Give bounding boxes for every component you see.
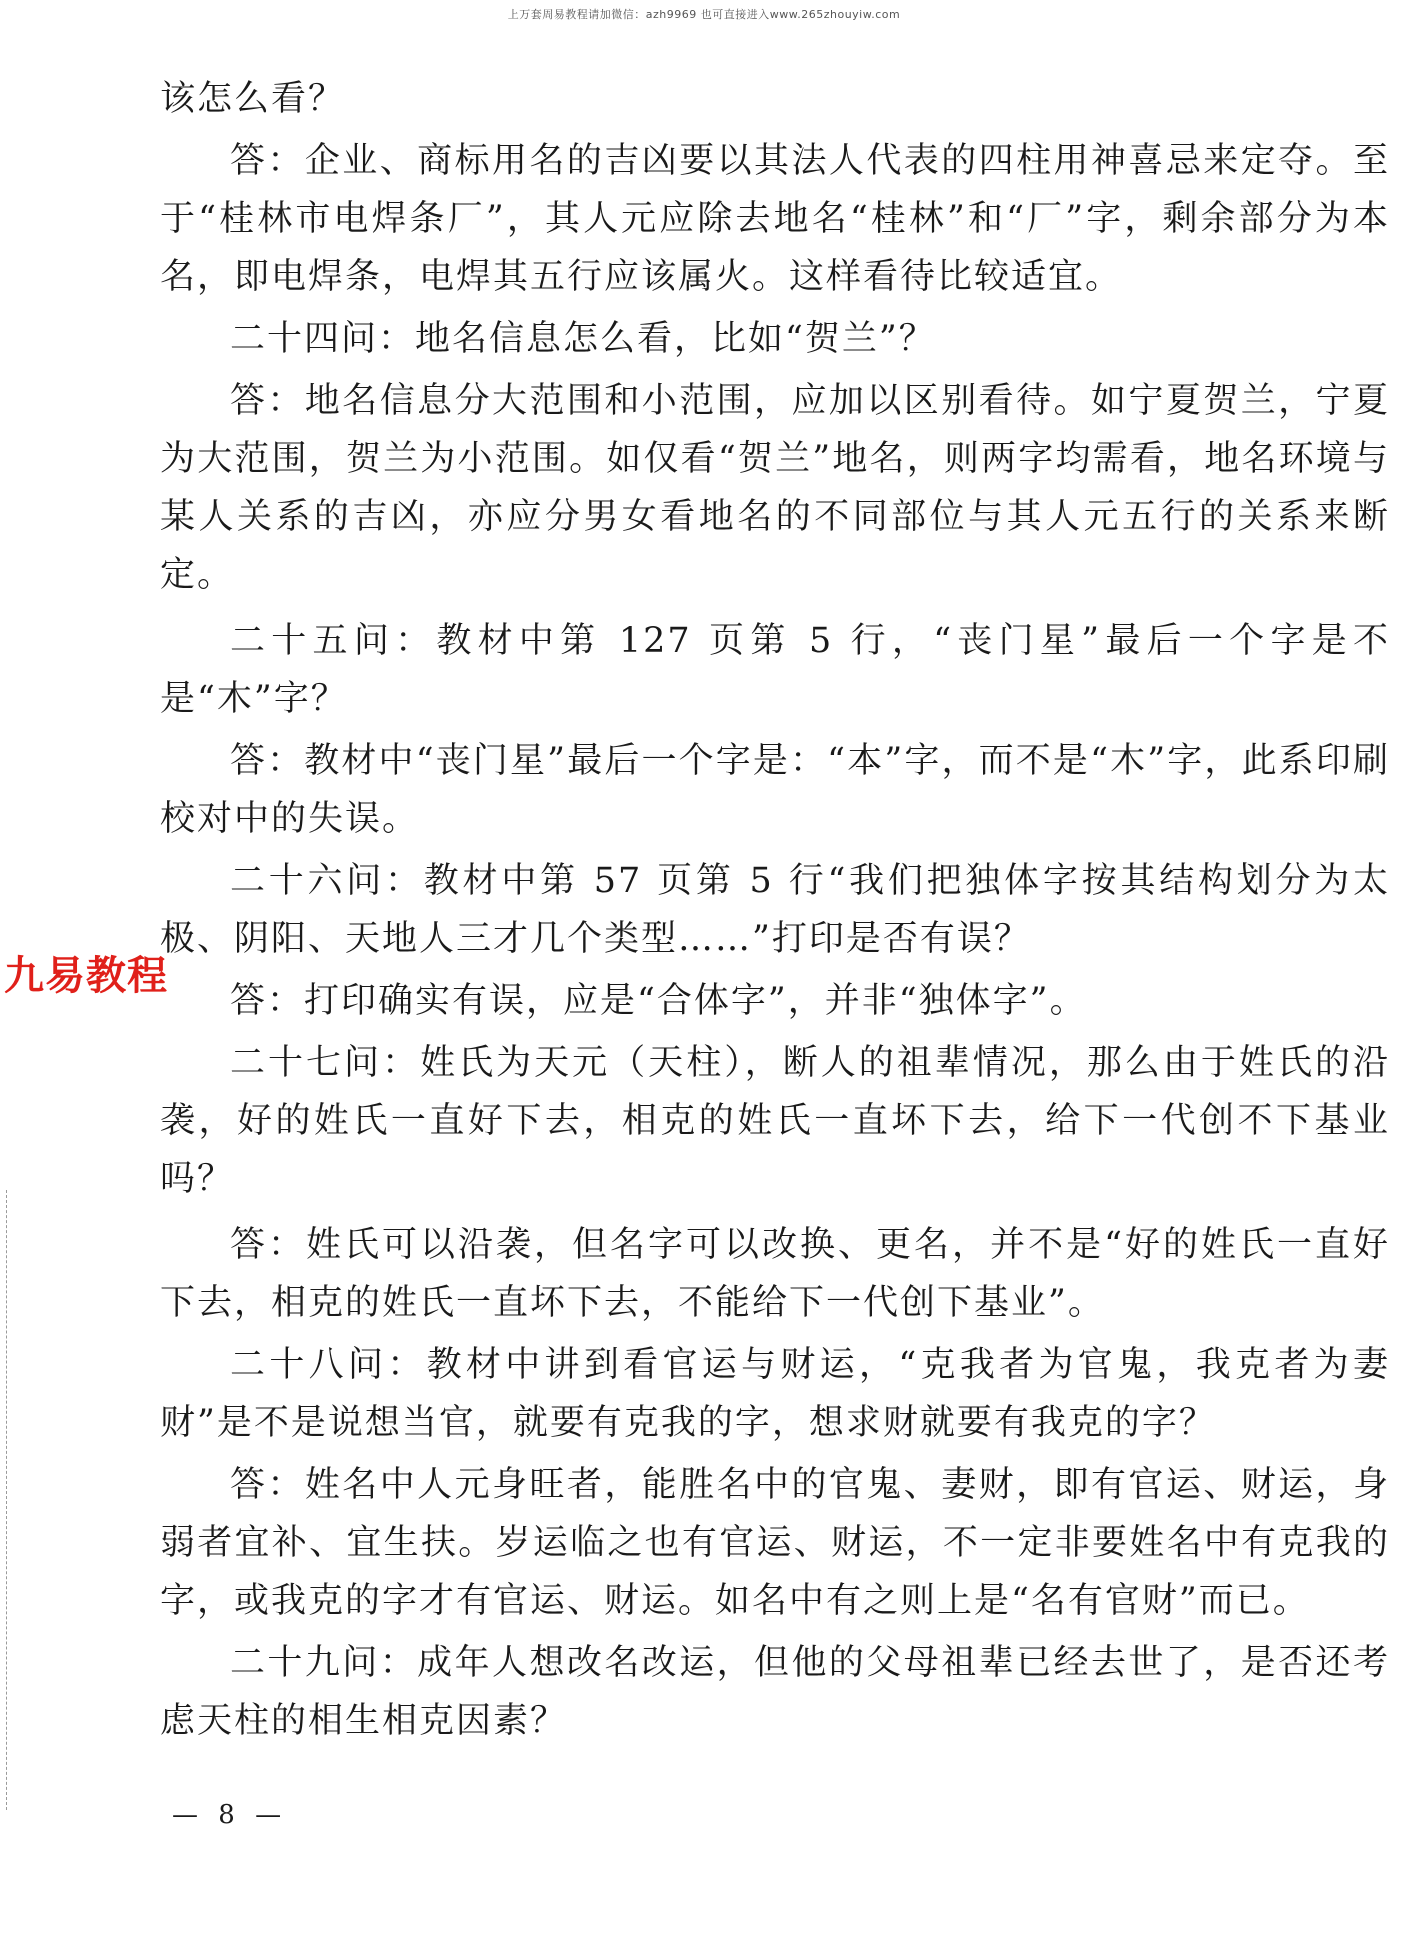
watermark-logo: 九易教程 [4, 953, 168, 999]
question-25: 二十五问：教材中第 127 页第 5 行，“丧门星”最后一个字是不是“木”字？ [160, 621, 1390, 719]
answer-26: 答：打印确实有误，应是“合体字”，并非“独体字”。 [230, 981, 1087, 1021]
page-number: — 8 — [172, 1800, 288, 1830]
answer-27: 答：姓氏可以沿袭，但名字可以改换、更名，并不是“好的姓氏一直好下去，相克的姓氏一直坏下去，不能给下一代创下基业”。 [160, 1225, 1390, 1323]
binding-line [6, 1190, 7, 1810]
page-body [160, 70, 1390, 1754]
question-24: 二十四问：地名信息怎么看，比如“贺兰”？ [230, 319, 936, 359]
paragraph-continuation: 该怎么看？ [160, 79, 346, 119]
answer-28: 答：姓名中人元身旺者，能胜名中的官鬼、妻财，即有官运、财运，身弱者宜补、宜生扶。岁运临之也有官运、财运，不一定非要姓名中有克我的字，或我克的字才有官运、财运。如名中有之则上是“名有官财”而已。 [160, 1465, 1390, 1621]
answer-24: 答：地名信息分大范围和小范围，应加以区别看待。如宁夏贺兰，宁夏为大范围，贺兰为小范围。如仅看“贺兰”地名，则两字均需看，地名环境与某人关系的吉凶，亦应分男女看地名的不同部位与其人元五行的关系来断定。 [160, 381, 1390, 595]
answer-25: 答：教材中“丧门星”最后一个字是：“本”字，而不是“木”字，此系印刷校对中的失误。 [160, 741, 1390, 839]
question-26: 二十六问：教材中第 57 页第 5 行“我们把独体字按其结构划分为太极、阴阳、天地人三才几个类型……”打印是否有误？ [160, 861, 1390, 959]
question-29: 二十九问：成年人想改名改运，但他的父母祖辈已经去世了，是否还考虑天柱的相生相克因素？ [160, 1643, 1390, 1741]
question-27: 二十七问：姓氏为天元（天柱），断人的祖辈情况，那么由于姓氏的沿袭，好的姓氏一直好下去，相克的姓氏一直坏下去，给下一代创不下基业吗？ [160, 1043, 1390, 1199]
answer-23: 答：企业、商标用名的吉凶要以其法人代表的四柱用神喜忌来定夺。至于“桂林市电焊条厂”，其人元应除去地名“桂林”和“厂”字，剩余部分为本名，即电焊条，电焊其五行应该属火。这样看待比较适宜。 [160, 141, 1390, 297]
header-note: 上万套周易教程请加微信：azh9969 也可直接进入www.265zhouyiw.com [507, 8, 901, 21]
question-28: 二十八问：教材中讲到看官运与财运，“克我者为官鬼，我克者为妻财”是不是说想当官，就要有克我的字，想求财就要有我克的字？ [160, 1345, 1390, 1443]
